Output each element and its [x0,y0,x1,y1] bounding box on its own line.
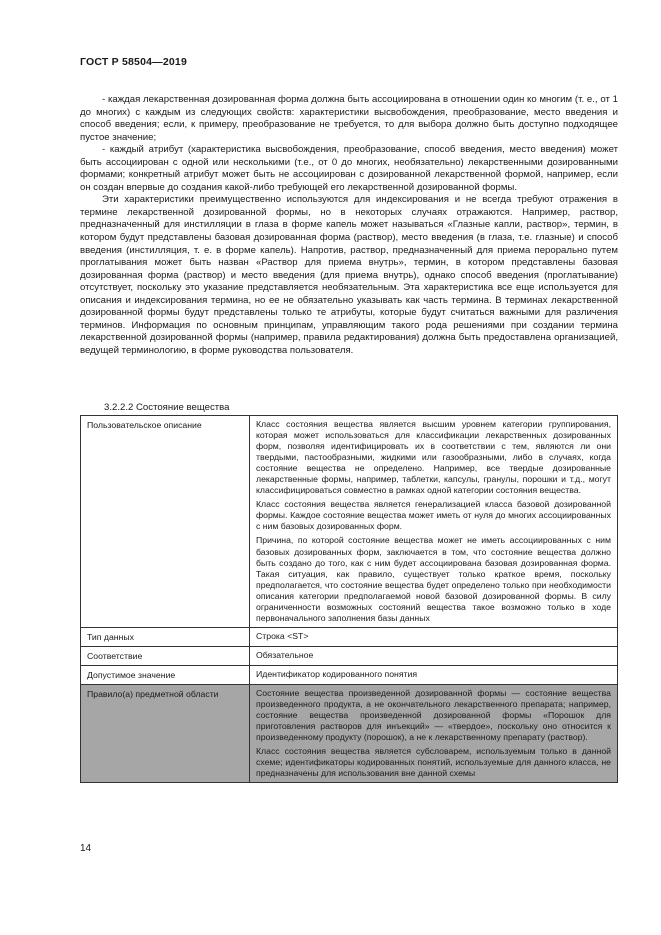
attribute-table [80,415,618,783]
row-value-domain-rules [250,684,618,782]
allowed-value: Идентификатор кодированного понятия [256,668,418,679]
table-row [81,684,618,782]
table-row [81,665,618,684]
row-key-allowed-value: Допустимое значение [81,665,250,684]
row-key-data-type: Тип данных [81,627,250,646]
row-key-conformance: Соответствие [81,646,250,665]
row-value-user-description [250,416,618,628]
description-paragraph-1: Класс состояния вещества является высшим уровнем категории группирования, которая может использоваться для классификации лекарственных дозированных форм, позволяя идентифицировать их в соответствии с тем, являются ли они твердыми, пастообразными, жидкими или газообразными, либо в случаях, когда состояние вещества не определено. Например, все твердые дозированные лекарственные формы, например, таблетки, капсулы, гранулы, порошки и т.д., могут классифицироваться совместно в рамках одной категории состояния вещества. [256,419,611,496]
row-value-allowed-value [250,665,618,684]
row-value-data-type [250,627,618,646]
conformance-value: Обязательное [256,649,314,660]
description-paragraph-3: Причина, по которой состояние вещества может не иметь ассоциированных с ним базовых дозированных форм, заключается в том, что состояние вещества должно быть создано до того, как с ним будет ассоциирована базовая дозированная форма. Такая ситуация, как правило, существует только краткое время, поскольку предполагается, что состояние вещества будет определено только при необходимости описания категории предполагаемой новой базовой дозированной формы. В силу ограниченности возможных состояний вещества такое возможно только в ходе первоначального заполнения базы данных [256,535,611,623]
description-paragraph-2: Класс состояния вещества является генерализацией класса базовой дозированной формы. Каждое состояние вещества может иметь от нуля до многих ассоциированных с ним базовых дозированных форм. [256,499,611,532]
paragraph-bullet-1: - каждая лекарственная дозированная форма должна быть ассоциирована в отношении один ко многим (т. е., от 1 до многих) с каждым из следующих свойств: характеристики высвобождения, преобразование, место введения и способ введения; если, к примеру, преобразование не требуется, то для выбора должно быть доступно подходящее пустое значение; [80,94,618,143]
paragraph-bullet-2: - каждый атрибут (характеристика высвобождения, преобразование, способ введения, место введения) может быть ассоциирован с одной или несколькими (т.е., от 0 до многих, необязательно) лекарственными дозированными формами; конкретный атрибут может быть не ассоциирован с дозированной лекарственной формой, например, если он создан впервые до создания какой-либо требующей его лекарственной дозированной формы. [80,144,618,193]
row-value-conformance [250,646,618,665]
table-row [81,627,618,646]
row-key-domain-rules: Правило(а) предметной области [81,684,250,782]
paragraph-characteristics: Эти характеристики преимущественно используются для индексирования и не всегда требуют отражения в термине лекарственной дозированной формы, но в некоторых случаях отражаются. Например, раствор, предназначенный для инстилляции в глаза в форме капель может называться «Глазные капли, раствор», термин, в котором будут представлены базовая дозированная форма (раствор), место введения (в глаза, т.е. глазные) и способ введения (инстилляция, т. е. в форме капель). Напротив, раствор, предназначенный для приема перорально путем проглатывания может быть назван «Раствор для приема внутрь», термин, в котором представлены базовая дозированная форма (раствор) и место введения (для приема внутрь), однако способ введения (проглатывание) отсутствует, поскольку это указание представляется необязательным. Эта характеристика все еще используется для описания и индексирования термина, но ее не обязательно указывать как часть термина. В терминах лекарственной дозированной формы будут представлены только те атрибуты, которые будут считаться важными для различения терминов. Информация по основным принципам, управляющим такого рода решениями при создании термина лекарственной дозированной формы (например, правила редактирования) должна быть предоставлена организацией, ведущей терминологию, в форме руководства пользователя. [80,194,618,356]
domain-rule-paragraph-2: Класс состояния вещества является субсловарем, используемым только в данной схеме; идентификаторы кодированных понятий, используемые для данного класса, не предназначены для использования вне данной схемы [256,746,611,779]
table-row [81,416,618,628]
domain-rule-paragraph-1: Состояние вещества произведенной дозированной формы — состояние вещества произведенного продукта, а не окончательного лекарственного препарата; например, состояние вещества произведенной дозированной формы «Порошок для приготовления растворов для инъекций» — «твердое», поскольку оно относится к произведенному продукту (порошок), а не к лекарственному препарату (раствор). [256,687,611,743]
row-key-user-description: Пользовательское описание [81,416,250,628]
standard-code-header: ГОСТ Р 58504—2019 [80,56,188,68]
section-heading: 3.2.2.2 Состояние вещества [104,402,230,413]
body-text [80,94,618,357]
data-type-value: Строка <ST> [256,630,309,641]
table-row [81,646,618,665]
page-number: 14 [80,843,92,854]
